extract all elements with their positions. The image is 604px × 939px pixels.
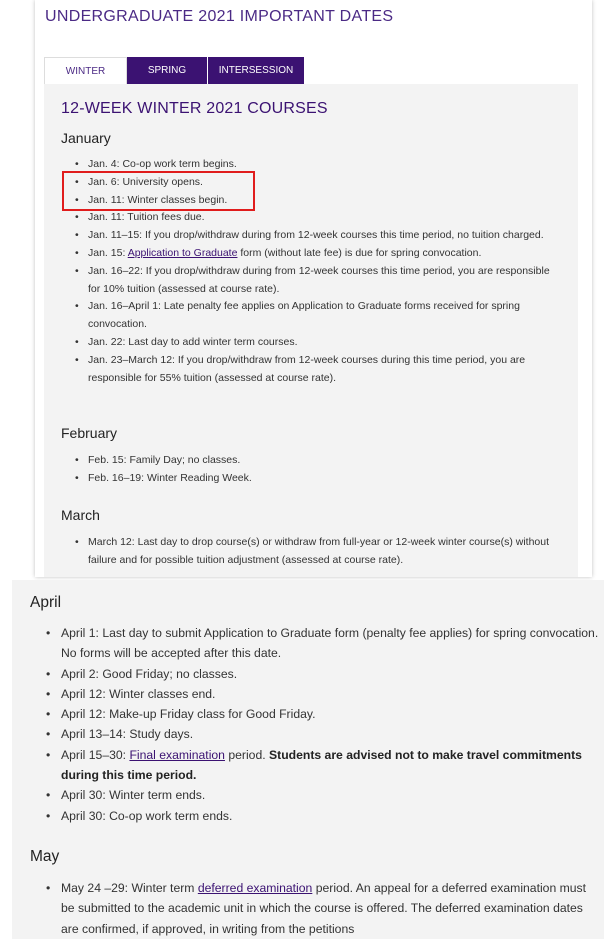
tab-winter[interactable]: WINTER	[44, 57, 127, 84]
term-tabs	[44, 57, 305, 84]
month-heading-april: April	[30, 594, 62, 611]
list-item: • Feb. 16–19: Winter Reading Week.	[61, 470, 561, 488]
list-item-text: period. An appeal for a deferred examination must be submitted to the academic unit in which the course is offered. The deferred examination dates are confirmed, if approved, in writing from the petitions	[61, 881, 587, 936]
list-item: • Jan. 23–March 12: If you drop/withdraw from 12-week courses during this time period, you are responsible for 55% tuition (assessed at course rate).	[61, 352, 561, 388]
list-item	[30, 745, 604, 786]
application-to-graduate-link[interactable]: Application to Graduate	[127, 246, 238, 259]
list-item: • April 30: Winter term ends.	[30, 785, 604, 805]
panel-heading: 12-WEEK WINTER 2021 COURSES	[61, 100, 328, 117]
tab-spring[interactable]: SPRING	[127, 57, 208, 84]
march-list	[61, 534, 561, 570]
list-item: • Jan. 16–April 1: Late penalty fee applies on Application to Graduate forms received for spring convocation.	[61, 298, 561, 334]
list-item: • Jan. 11–15: If you drop/withdraw during from 12-week courses this time period, no tuition charged.	[61, 227, 561, 245]
list-item: • April 30: Co-op work term ends.	[30, 806, 604, 826]
list-item: • April 12: Winter classes end.	[30, 684, 604, 704]
list-item: • April 1: Last day to submit Application to Graduate form (penalty fee applies) for spring convocation. No forms will be accepted after this date.	[30, 623, 604, 664]
month-heading-february: February	[61, 425, 118, 441]
list-item: • Jan. 6: University opens.	[61, 174, 561, 192]
list-item-text: form (without late fee) is due for spring convocation.	[237, 246, 482, 259]
list-item: • Feb. 15: Family Day; no classes.	[61, 452, 561, 470]
list-item-text: period.	[224, 747, 270, 762]
final-examination-link[interactable]: Final examination	[129, 747, 225, 762]
list-item: • Jan. 11: Winter classes begin.	[61, 192, 561, 210]
month-heading-january: January	[61, 130, 111, 146]
list-item: • March 12: Last day to drop course(s) or withdraw from full-year or 12-week winter course(s) without failure and for possible tuition adjustment (assessed at course rate).	[61, 534, 561, 570]
winter-tab-panel	[44, 84, 578, 577]
list-item: • Jan. 16–22: If you drop/withdraw during from 12-week courses this time period, you are responsible for 10% tuition (assessed at course rate).	[61, 263, 561, 299]
page-title: UNDERGRADUATE 2021 IMPORTANT DATES	[45, 8, 394, 25]
list-item-text: April 15–30:	[61, 747, 130, 762]
tab-intersession[interactable]: INTERSESSION	[208, 57, 305, 84]
list-item-text: May 24 –29: Winter term	[61, 881, 198, 895]
list-item: • April 12: Make-up Friday class for Good Friday.	[30, 704, 604, 724]
february-list	[61, 452, 561, 488]
list-item-text: Jan. 15:	[88, 246, 128, 259]
list-item	[61, 245, 561, 263]
highlight-annotation-box	[62, 171, 255, 211]
month-heading-march: March	[61, 507, 100, 523]
list-item: • April 13–14: Study days.	[30, 724, 604, 744]
important-dates-card	[35, 0, 592, 577]
deferred-examination-link[interactable]: deferred examination	[197, 881, 313, 895]
list-item: • Jan. 11: Tuition fees due.	[61, 209, 561, 227]
zoomed-dates-section	[12, 580, 604, 939]
april-list	[30, 623, 604, 826]
month-heading-may: May	[30, 848, 60, 865]
travel-warning: Students are advised not to make travel commitments during this time period.	[61, 747, 582, 783]
list-item: • April 2: Good Friday; no classes.	[30, 664, 604, 684]
list-item: • Jan. 4: Co-op work term begins.	[61, 156, 561, 174]
list-item	[30, 878, 590, 939]
may-list	[30, 878, 590, 939]
list-item: • Jan. 22: Last day to add winter term courses.	[61, 334, 561, 352]
